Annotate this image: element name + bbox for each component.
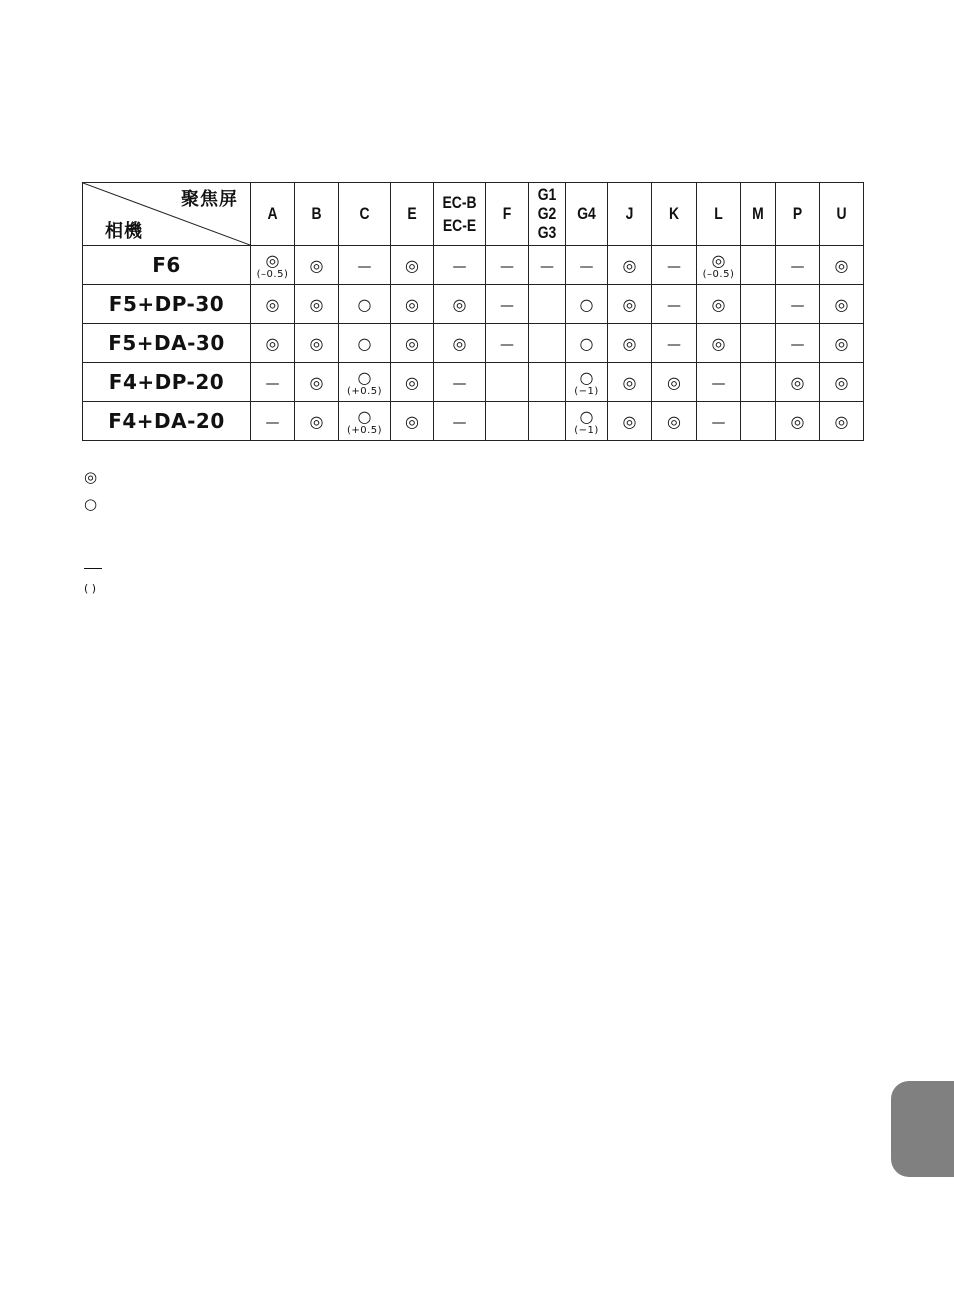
compat-cell [529, 246, 566, 285]
compat-cell [251, 246, 295, 285]
dash-icon: — [357, 258, 372, 275]
table-row [83, 285, 864, 324]
col-p: P [776, 183, 820, 246]
double-circle-icon: ◎ [84, 468, 98, 486]
compat-cell [652, 285, 697, 324]
compat-cell [295, 363, 339, 402]
compat-cell [486, 285, 529, 324]
compat-cell [391, 324, 434, 363]
double-circle-icon: ◎ [622, 411, 637, 431]
circle-icon: ○ [579, 367, 594, 387]
compat-cell [741, 324, 776, 363]
camera-name: F6 [83, 246, 251, 285]
compat-cell [434, 363, 486, 402]
dash-icon: — [667, 297, 681, 314]
double-circle-icon: ◎ [405, 294, 419, 314]
table-row [83, 402, 864, 441]
double-circle-icon: ◎ [834, 411, 849, 431]
compat-cell [566, 324, 608, 363]
double-circle-icon: ◎ [265, 294, 280, 314]
compat-cell [434, 402, 486, 441]
compat-cell [339, 246, 391, 285]
compat-cell [339, 402, 391, 441]
compat-cell [339, 285, 391, 324]
double-circle-icon: ◎ [622, 372, 637, 392]
table-row [83, 246, 864, 285]
double-circle-icon: ◎ [834, 294, 849, 314]
camera-name: F5+DA-30 [83, 324, 251, 363]
col-g4: G4 [566, 183, 608, 246]
compat-cell [741, 363, 776, 402]
dash-icon: — [500, 297, 514, 314]
compensation-note: (–0.5) [702, 268, 735, 280]
double-circle-icon: ◎ [790, 411, 805, 431]
dash-icon: — [540, 258, 554, 275]
compat-cell [391, 402, 434, 441]
camera-name: F4+DA-20 [83, 402, 251, 441]
compat-cell [608, 246, 652, 285]
header-row [83, 183, 864, 246]
compat-cell [251, 402, 295, 441]
compat-cell [529, 285, 566, 324]
compat-cell [295, 285, 339, 324]
double-circle-icon: ◎ [711, 250, 726, 270]
compat-cell [820, 402, 864, 441]
double-circle-icon: ◎ [309, 333, 324, 353]
compat-cell [776, 324, 820, 363]
compat-cell [776, 246, 820, 285]
legend-double-circle [84, 470, 97, 485]
compat-cell [566, 285, 608, 324]
dash-icon [84, 568, 102, 569]
compat-cell [566, 363, 608, 402]
page-tab-marker [891, 1081, 954, 1177]
compat-cell [776, 402, 820, 441]
compat-cell [776, 363, 820, 402]
compat-cell [486, 402, 529, 441]
double-circle-icon: ◎ [405, 411, 419, 431]
compat-cell [820, 363, 864, 402]
dash-icon: — [265, 375, 280, 392]
compat-cell [697, 324, 741, 363]
double-circle-icon: ◎ [405, 372, 419, 392]
col-ec: EC-B EC-E [434, 183, 486, 246]
compensation-note: (–0.5) [256, 268, 289, 280]
compat-cell [566, 402, 608, 441]
compat-cell [339, 363, 391, 402]
dash-icon: — [667, 258, 681, 275]
double-circle-icon: ◎ [452, 294, 467, 314]
circle-icon: ○ [357, 406, 372, 426]
screen-compatibility-table [82, 182, 864, 441]
double-circle-icon: ◎ [790, 372, 805, 392]
compat-cell [608, 363, 652, 402]
compat-cell [608, 324, 652, 363]
double-circle-icon: ◎ [711, 333, 726, 353]
double-circle-icon: ◎ [622, 333, 637, 353]
dash-icon: — [452, 414, 467, 431]
double-circle-icon: ◎ [711, 294, 726, 314]
dash-icon: — [452, 258, 467, 275]
compat-cell [486, 363, 529, 402]
dash-icon: — [452, 375, 467, 392]
col-e: E [391, 183, 434, 246]
table-row [83, 324, 864, 363]
col-g1g2g3: G1 G2 G3 [529, 183, 566, 246]
compat-cell [434, 285, 486, 324]
compat-cell [652, 246, 697, 285]
compat-cell [529, 324, 566, 363]
circle-icon: ○ [357, 333, 372, 353]
compat-cell [652, 324, 697, 363]
compat-cell [434, 324, 486, 363]
legend-parens [84, 583, 96, 594]
double-circle-icon: ◎ [265, 250, 280, 270]
circle-icon: ○ [579, 294, 594, 314]
col-j: J [608, 183, 652, 246]
compat-cell [434, 246, 486, 285]
double-circle-icon: ◎ [667, 411, 681, 431]
compat-cell [741, 246, 776, 285]
dash-icon: — [500, 258, 514, 275]
compat-cell [529, 402, 566, 441]
camera-label: 相機 [105, 221, 143, 241]
compat-cell [652, 363, 697, 402]
compat-cell [295, 324, 339, 363]
dash-icon: — [790, 297, 805, 314]
double-circle-icon: ◎ [405, 333, 419, 353]
compat-cell [295, 402, 339, 441]
double-circle-icon: ◎ [622, 294, 637, 314]
col-k: K [652, 183, 697, 246]
col-f: F [486, 183, 529, 246]
double-circle-icon: ◎ [622, 255, 637, 275]
compat-cell [251, 324, 295, 363]
compat-cell [652, 402, 697, 441]
circle-icon: ○ [357, 294, 372, 314]
compat-cell [391, 285, 434, 324]
double-circle-icon: ◎ [309, 372, 324, 392]
compat-cell [697, 285, 741, 324]
compensation-note: (+0.5) [346, 385, 383, 397]
compat-cell [251, 285, 295, 324]
compat-cell [820, 246, 864, 285]
double-circle-icon: ◎ [834, 372, 849, 392]
camera-name: F5+DP-30 [83, 285, 251, 324]
col-b: B [295, 183, 339, 246]
compensation-note: (+0.5) [346, 424, 383, 436]
circle-icon: ○ [579, 333, 594, 353]
compat-cell [295, 246, 339, 285]
compat-cell [339, 324, 391, 363]
compat-cell [608, 285, 652, 324]
focusing-screen-label: 聚焦屏 [181, 189, 238, 209]
col-l: L [697, 183, 741, 246]
double-circle-icon: ◎ [834, 255, 849, 275]
double-circle-icon: ◎ [265, 333, 280, 353]
compat-cell [566, 246, 608, 285]
double-circle-icon: ◎ [405, 255, 419, 275]
circle-icon: ○ [579, 406, 594, 426]
dash-icon: — [711, 375, 726, 392]
double-circle-icon: ◎ [667, 372, 681, 392]
compat-cell [741, 402, 776, 441]
compat-cell [820, 285, 864, 324]
compensation-note: (−1) [574, 424, 599, 436]
compat-cell [608, 402, 652, 441]
col-c: C [339, 183, 391, 246]
compat-cell [529, 363, 566, 402]
compat-cell [391, 246, 434, 285]
dash-icon: — [667, 336, 681, 353]
corner-header [83, 183, 251, 246]
compat-cell [820, 324, 864, 363]
circle-icon: ○ [84, 495, 98, 513]
compat-cell [697, 246, 741, 285]
double-circle-icon: ◎ [834, 333, 849, 353]
circle-icon: ○ [357, 367, 372, 387]
compat-cell [391, 363, 434, 402]
legend-circle [84, 497, 97, 512]
double-circle-icon: ◎ [452, 333, 467, 353]
compat-cell [251, 363, 295, 402]
dash-icon: — [790, 336, 805, 353]
dash-icon: — [265, 414, 280, 431]
dash-icon: — [711, 414, 726, 431]
table-row [83, 363, 864, 402]
compat-cell [697, 402, 741, 441]
double-circle-icon: ◎ [309, 294, 324, 314]
double-circle-icon: ◎ [309, 255, 324, 275]
dash-icon: — [500, 336, 514, 353]
col-u: U [820, 183, 864, 246]
compensation-note: (−1) [574, 385, 599, 397]
col-m: M [741, 183, 776, 246]
dash-icon: — [579, 258, 594, 275]
dash-icon: — [790, 258, 805, 275]
compat-cell [776, 285, 820, 324]
camera-name: F4+DP-20 [83, 363, 251, 402]
double-circle-icon: ◎ [309, 411, 324, 431]
col-a: A [251, 183, 295, 246]
parentheses-icon: ( ) [84, 582, 97, 595]
compat-cell [486, 324, 529, 363]
compat-cell [741, 285, 776, 324]
table-body [83, 246, 864, 441]
compat-cell [697, 363, 741, 402]
legend-dash [84, 557, 102, 572]
compat-cell [486, 246, 529, 285]
